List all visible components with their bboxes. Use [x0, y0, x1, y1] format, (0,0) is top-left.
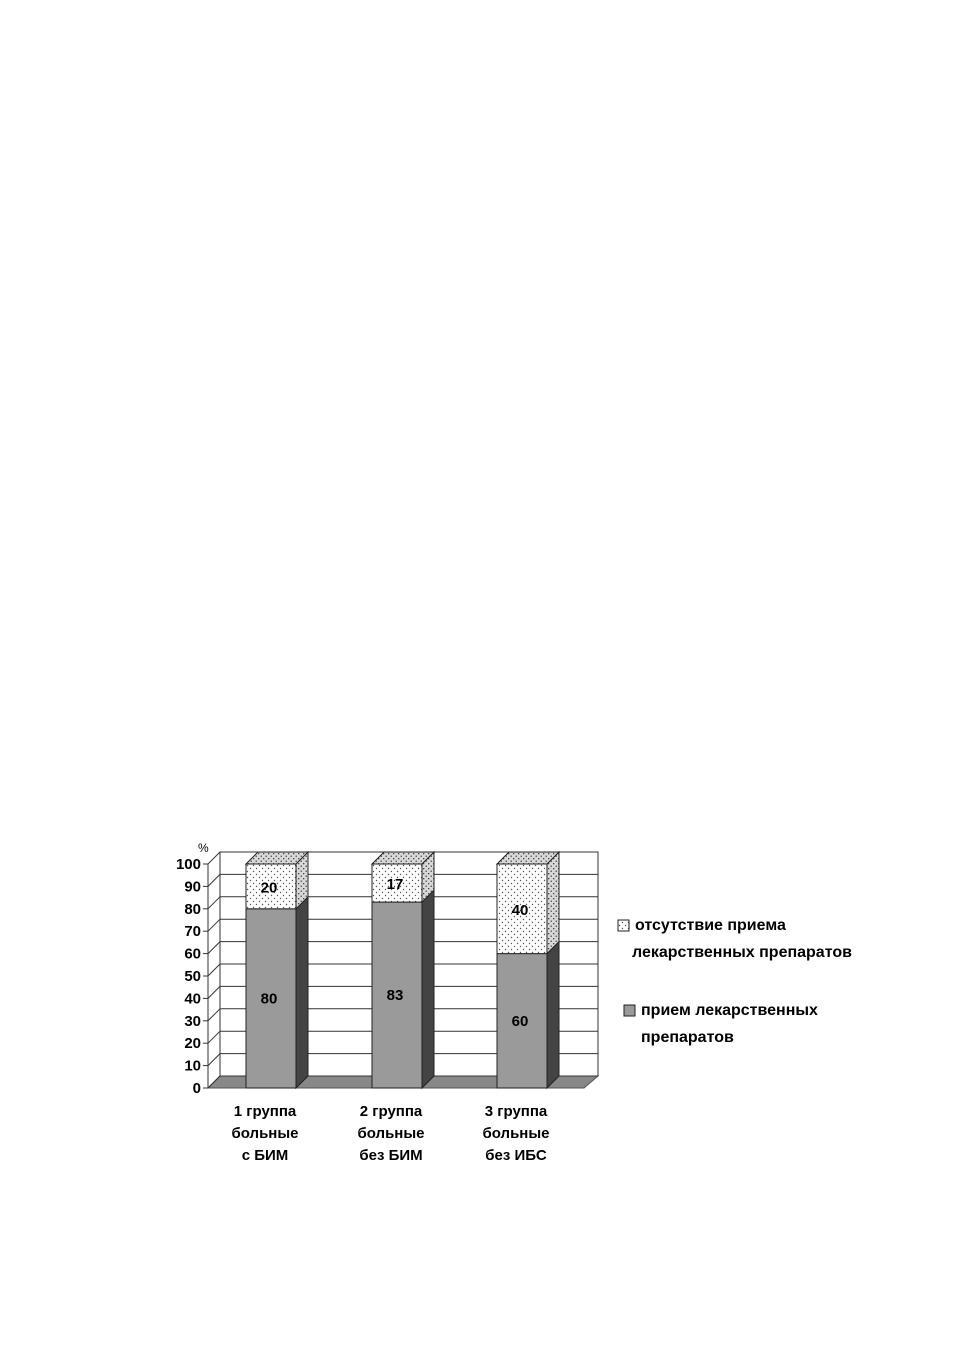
x-category-label-1: с БИМ: [241, 1147, 289, 1164]
y-tick-label: 70: [184, 923, 201, 941]
bar-side-3-otsutstvie: [547, 852, 559, 954]
y-tick-label: 0: [192, 1080, 201, 1097]
gridline-diag: [208, 1031, 220, 1043]
data-label-otsutstvie-3: 40: [511, 901, 529, 919]
x-category-label-3: без ИБС: [485, 1147, 547, 1164]
y-tick-label: 100: [175, 856, 201, 873]
gridline-diag: [208, 964, 220, 976]
plot-group: [176, 841, 852, 1164]
legend: [618, 917, 852, 1046]
x-category-label-3: 3 группа: [484, 1103, 548, 1120]
legend-label-priem: препаратов: [641, 1029, 734, 1046]
x-category-label-1: 1 группа: [233, 1103, 297, 1120]
x-category-label-1: больные: [231, 1125, 299, 1142]
data-label-priem-2: 83: [386, 987, 404, 1005]
gridline-diag: [208, 942, 220, 954]
y-tick-label: 20: [184, 1035, 201, 1053]
data-label-otsutstvie-2: 17: [386, 876, 404, 894]
data-label-priem-1: 80: [260, 990, 278, 1008]
gridline-diag: [208, 986, 220, 998]
data-label-priem-3: 60: [511, 1012, 529, 1030]
y-tick-label: 40: [184, 990, 201, 1008]
x-category-label-3: больные: [482, 1125, 550, 1142]
legend-label-otsutstvie: отсутствие приема: [635, 917, 786, 934]
y-tick-label: 30: [184, 1012, 201, 1030]
gridline-diag: [208, 1054, 220, 1066]
y-tick-label: 50: [184, 968, 201, 985]
gridline-diag: [208, 919, 220, 931]
x-category-label-2: 2 группа: [359, 1103, 423, 1120]
bar-side-3-priem: [547, 942, 559, 1088]
legend-swatch-otsutstvie: [618, 920, 629, 931]
x-category-label-2: больные: [357, 1125, 425, 1142]
y-tick-label: 10: [184, 1057, 201, 1075]
y-tick-label: 90: [184, 878, 201, 896]
y-tick-label: 60: [184, 945, 201, 963]
bar-side-2-priem: [422, 890, 434, 1088]
legend-label-otsutstvie: лекарственных препаратов: [632, 944, 852, 961]
bar-side-1-priem: [296, 897, 308, 1088]
y-axis-label: %: [198, 841, 209, 855]
x-category-label-2: без БИМ: [359, 1147, 423, 1164]
gridline-diag: [208, 852, 220, 864]
data-label-otsutstvie-1: 20: [260, 879, 278, 897]
gridline-diag: [208, 1009, 220, 1021]
legend-label-priem: прием лекарственных: [641, 1002, 818, 1019]
gridline-diag: [208, 897, 220, 909]
gridline-diag: [208, 874, 220, 886]
y-tick-label: 80: [184, 900, 201, 918]
legend-swatch-priem: [624, 1005, 635, 1016]
